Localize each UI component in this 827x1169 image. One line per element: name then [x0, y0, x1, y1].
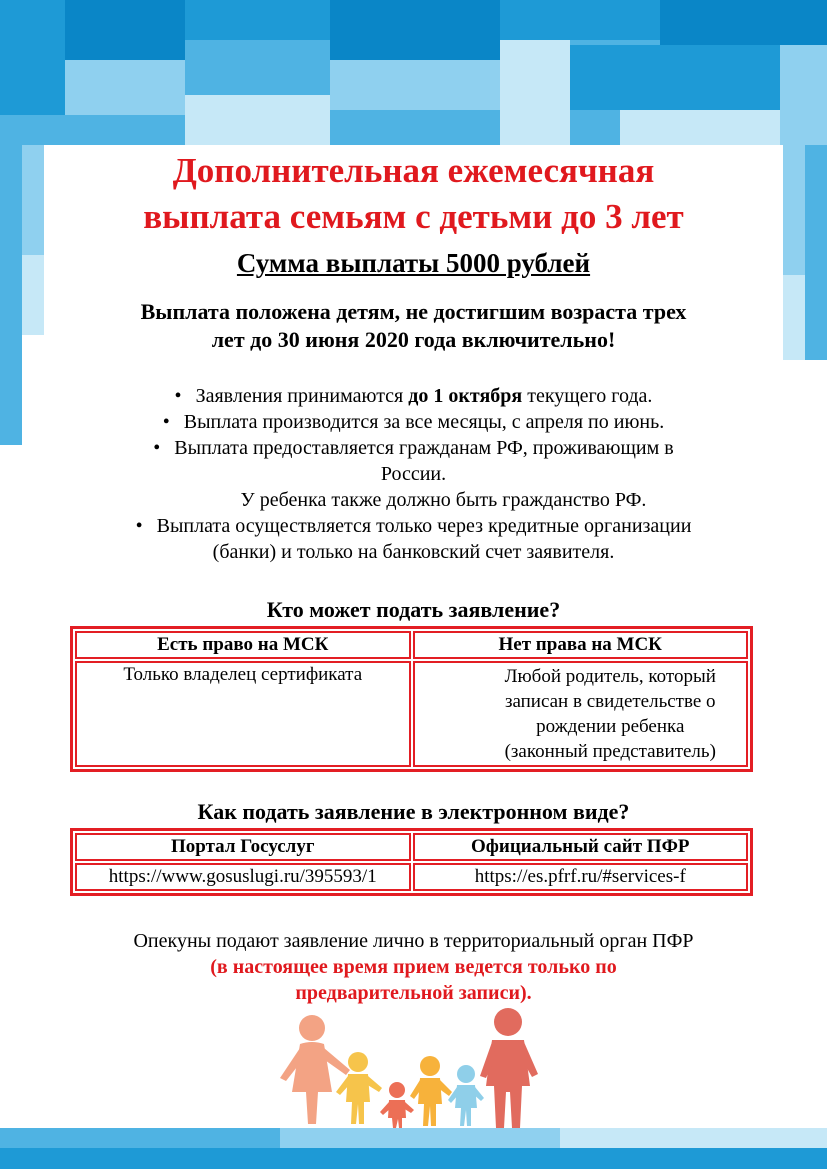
table-cell [413, 661, 749, 767]
page-title [0, 148, 827, 240]
child-figure [448, 1065, 484, 1126]
gosuslugi-link[interactable]: https://www.gosuslugi.ru/395593/1 [75, 863, 411, 891]
title-line: выплата семьям с детьми до 3 лет [143, 197, 684, 236]
list-item [0, 383, 827, 409]
table-header-row [75, 833, 748, 861]
banner-block [330, 0, 500, 60]
table-row [75, 863, 748, 891]
note-line: Опекуны подают заявление лично в территориальный орган ПФР [133, 930, 694, 952]
banner-block [500, 0, 660, 40]
title-line: Дополнительная ежемесячная [172, 151, 655, 190]
eligibility-line: лет до 30 июня 2020 года включительно! [211, 327, 616, 352]
how-to-apply-heading: Как подать заявление в электронном виде? [197, 799, 630, 824]
table-header-row [75, 631, 748, 659]
banner-block [65, 60, 185, 115]
list-item-text: Заявления принимаются [195, 385, 409, 407]
child-figure [410, 1056, 452, 1126]
banner-block [330, 60, 500, 110]
who-can-apply-heading: Кто может подать заявление? [266, 597, 561, 622]
cell-line: записан в свидетельстве о [504, 691, 716, 712]
family-icon [270, 1000, 560, 1130]
child-figure [336, 1052, 382, 1124]
list-item: • Выплата осуществляется только через кредитные организации [0, 513, 827, 539]
eligibility-line: Выплата положена детям, не достигшим возраста трех [140, 299, 687, 324]
table-row [75, 661, 748, 767]
list-item: • Выплата производится за все месяцы, с апреля по июнь. [0, 409, 827, 435]
guardians-note [0, 928, 827, 1006]
list-item: • Выплата предоставляется гражданам РФ, проживающим в [0, 435, 827, 461]
cell-line: (законный представитель) [504, 741, 716, 762]
banner-block [0, 0, 65, 115]
note-warning: предварительной записи). [295, 982, 532, 1004]
cell-line: рождении ребенка [536, 716, 685, 737]
pfr-link[interactable]: https://es.pfrf.ru/#services-f [413, 863, 749, 891]
note-warning: (в настоящее время прием ведется только по [210, 956, 617, 978]
deadline-highlight: до 1 октября [408, 385, 523, 407]
column-header: Портал Госуслуг [75, 833, 411, 861]
banner-block [660, 0, 827, 45]
column-header: Официальный сайт ПФР [413, 833, 749, 861]
banner-block [620, 110, 780, 145]
banner-block [185, 0, 330, 40]
list-item-continuation: (банки) и только на банковский счет заявителя. [212, 541, 615, 563]
list-item-continuation: России. [380, 463, 447, 485]
footer-block [560, 1128, 827, 1148]
banner-block [65, 0, 185, 60]
banner-block [185, 95, 330, 145]
payment-amount: Сумма выплаты 5000 рублей [236, 248, 591, 278]
list-item-continuation: У ребенка также должно быть гражданство РФ. [240, 489, 647, 511]
how-to-apply-table [70, 828, 753, 896]
father-figure [480, 1008, 538, 1128]
column-header: Нет права на МСК [413, 631, 749, 659]
baby-figure [380, 1082, 414, 1128]
banner-block [570, 45, 780, 110]
banner-block [780, 45, 827, 145]
banner-block [500, 40, 570, 145]
footer-block [0, 1128, 280, 1148]
list-item-text: текущего года. [522, 385, 653, 407]
footer-block [0, 1148, 827, 1169]
column-header: Есть право на МСК [75, 631, 411, 659]
conditions-list [0, 383, 827, 565]
mother-figure [280, 1015, 350, 1124]
who-can-apply-table [70, 626, 753, 772]
eligibility-text [0, 298, 827, 354]
cell-line: Любой родитель, который [504, 666, 716, 687]
table-cell: Только владелец сертификата [75, 661, 411, 767]
